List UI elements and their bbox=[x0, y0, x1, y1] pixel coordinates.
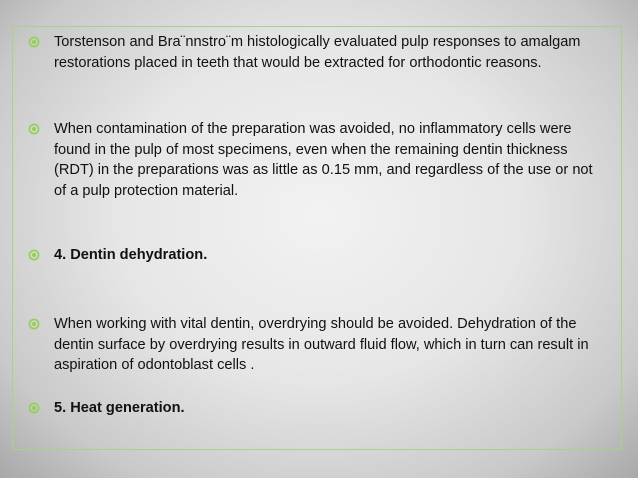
bullet-heading: 4. Dentin dehydration. bbox=[54, 247, 208, 263]
bullet-text: When contamination of the preparation was avoided, no inflammatory cells were found in the pulp of most specimens, even when the remaining dentin thickness (RDT) in the preparations was as little as 0.15 mm, and regardless of the use or not of a pulp protection material. bbox=[54, 121, 593, 199]
bullet-item-heat-generation bbox=[28, 398, 608, 419]
bullet-item-overdrying bbox=[28, 314, 608, 376]
circle-bullet-icon bbox=[28, 249, 40, 261]
circle-bullet-icon bbox=[28, 123, 40, 135]
bullet-item-contamination bbox=[28, 119, 608, 201]
bullet-text: When working with vital dentin, overdrying should be avoided. Dehydration of the dentin surface by overdrying results in outward fluid flow, which in turn can result in aspiration of odontoblast cells . bbox=[54, 316, 589, 373]
circle-bullet-icon bbox=[28, 36, 40, 48]
bullet-text: Torstenson and Bra¨nnstro¨m histologically evaluated pulp responses to amalgam restorations placed in teeth that would be extracted for orthodontic reasons. bbox=[54, 34, 581, 71]
bullet-item-dentin-dehydration bbox=[28, 245, 608, 266]
slide-frame bbox=[12, 26, 622, 450]
bullet-item-torstenson bbox=[28, 32, 608, 73]
circle-bullet-icon bbox=[28, 402, 40, 414]
bullet-heading: 5. Heat generation. bbox=[54, 400, 185, 416]
circle-bullet-icon bbox=[28, 318, 40, 330]
